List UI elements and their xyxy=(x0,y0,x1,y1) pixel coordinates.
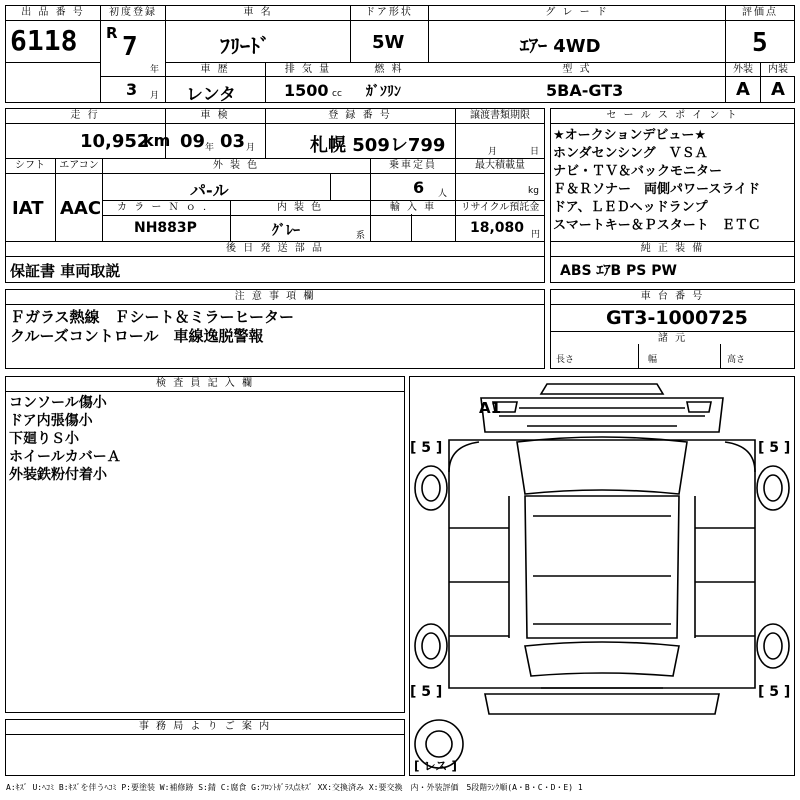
interior-label: 内 装 色 xyxy=(231,201,369,214)
sales-lines xyxy=(553,127,793,235)
tire-fr: [ 5 ] xyxy=(758,440,791,456)
disp-label: 排 気 量 xyxy=(266,63,350,76)
inspect-year-unit: 年 xyxy=(205,143,215,153)
import-label: 輸 入 車 xyxy=(371,201,455,214)
inspect-month-unit: 月 xyxy=(246,143,256,153)
rear-bumper xyxy=(485,694,719,714)
inspector-line: ドア内張傷小 xyxy=(9,413,93,429)
spare-tire-label: [ レス ] xyxy=(414,759,457,773)
int-grade: A xyxy=(771,79,785,100)
ext-color: パ-ル xyxy=(190,181,229,200)
damage-mark: A1 xyxy=(479,399,502,417)
history-label: 車 歴 xyxy=(166,63,264,76)
car-name: ﾌﾘｰﾄﾞ xyxy=(220,34,270,58)
reg-month: 3 xyxy=(126,80,138,99)
tire-rl: [ 5 ] xyxy=(410,684,443,700)
ext-label: 外装 xyxy=(726,63,760,76)
transfer-label: 譲渡書類期限 xyxy=(456,109,544,122)
chassis-number: GT3-1000725 xyxy=(606,307,748,329)
recycle-fee: 18,080 xyxy=(470,220,525,236)
tire-rr: [ 5 ] xyxy=(758,684,791,700)
sales-point-line: ホンダセンシング ＶＳＡ xyxy=(553,146,708,161)
inspector-line: ホイールカバーＡ xyxy=(9,449,121,465)
inspect-year: 09 xyxy=(180,131,206,152)
len-label: 長さ xyxy=(556,355,575,365)
body-outline xyxy=(449,440,755,688)
lot-label: 出 品 番 号 xyxy=(6,6,100,19)
shift: IAT xyxy=(12,198,44,219)
colorno-label: カ ラ ー Ｎ ｏ ． xyxy=(103,201,229,214)
roof xyxy=(525,496,679,638)
windshield xyxy=(517,437,687,494)
score-value: 5 xyxy=(752,28,768,58)
wheel-fl xyxy=(415,466,447,510)
car-diagram xyxy=(409,376,795,776)
notes-lines xyxy=(10,308,540,346)
ext-grade: A xyxy=(736,79,750,100)
sales-point-line: ナビ・ＴＶ＆バックモニター xyxy=(553,164,723,179)
color-no: NH883P xyxy=(134,220,197,236)
sales-point-line: ★オークションデビュー★ xyxy=(553,128,707,143)
inspector-lines xyxy=(9,394,399,484)
history: レンタ xyxy=(186,85,236,105)
wheel-fr xyxy=(757,466,789,510)
int-label: 内装 xyxy=(761,63,795,76)
recycle-label: リサイクル預託金 xyxy=(456,201,544,214)
name-label: 車 名 xyxy=(166,6,350,19)
year-unit: 年 xyxy=(150,65,160,75)
lot-number: 6118 xyxy=(10,24,78,57)
fuel: ｶﾞｿﾘﾝ xyxy=(366,84,401,100)
month-unit: 月 xyxy=(150,91,160,101)
era: R xyxy=(106,24,118,42)
plate: 札幌 509レ799 xyxy=(310,135,446,156)
capacity: 6 xyxy=(413,178,425,197)
sales-point-line: ドア、ＬＥＤヘッドランプ xyxy=(553,200,708,215)
ac: AAC xyxy=(60,198,102,219)
sales-point-line: Ｆ＆Ｒソナー 両側パワースライド xyxy=(553,182,760,197)
load-unit: kg xyxy=(528,186,539,196)
inspector-line: 外装鉄粉付着小 xyxy=(9,467,107,483)
inspector-line: 下廻りＳ小 xyxy=(9,431,79,447)
model: 5BA-GT3 xyxy=(546,81,624,100)
height-label: 高さ xyxy=(727,355,746,365)
model-label: 型 式 xyxy=(429,63,725,76)
plate-label: 登 録 番 号 xyxy=(266,109,454,122)
interior-unit: 系 xyxy=(356,231,366,241)
mileage-unit: km xyxy=(143,131,171,150)
notes-label: 注 意 事 項 欄 xyxy=(6,290,544,303)
capacity-unit: 人 xyxy=(438,189,448,199)
headlight-right xyxy=(687,402,711,412)
transfer-month: 月 xyxy=(488,147,498,157)
score-label: 評価点 xyxy=(726,6,794,19)
load-label: 最大積載量 xyxy=(456,159,544,172)
tire-fl: [ 5 ] xyxy=(410,440,443,456)
capacity-label: 乗車定員 xyxy=(371,159,455,172)
front-bumper xyxy=(541,384,663,394)
ac-label: エアコン xyxy=(56,159,102,172)
genuine-label: 純 正 装 備 xyxy=(551,242,794,255)
mileage: 10,952 xyxy=(80,131,150,152)
reg-year: 7 xyxy=(122,32,138,62)
mileage-label: 走 行 xyxy=(6,109,164,122)
color-label: 外 装 色 xyxy=(103,159,369,172)
later-parts-label: 後 日 発 送 部 品 xyxy=(6,242,544,255)
door-label: ドア形状 xyxy=(351,6,427,19)
genuine-equipment: ABS ｴｱB PS PW xyxy=(560,263,677,279)
width-label: 幅 xyxy=(648,355,658,365)
legend: A:ｷｽﾞ U:ﾍｺﾐ B:ｷｽﾞを伴うﾍｺﾐ P:要塗装 W:補修跡 S:錆 C:腐食 G:ﾌﾛﾝﾄｶﾞﾗｽ点ｷｽﾞ XX:交換済み X:要交換 内・外装評価 5段階ﾗﾝｸ順(A・B・C・D・E) 1 xyxy=(6,783,583,792)
inspector-line: コンソール傷小 xyxy=(9,395,107,411)
spec-label: 諸 元 xyxy=(551,332,794,345)
chassis-label: 車 台 番 号 xyxy=(551,290,794,303)
displacement: 1500 xyxy=(284,81,329,100)
rear-window xyxy=(525,642,679,676)
later-parts: 保証書 車両取説 xyxy=(10,262,121,280)
note-line: クルーズコントロール 車線逸脱警報 xyxy=(10,327,264,345)
wheel-rl xyxy=(415,624,447,668)
grade-label: グ レ ー ド xyxy=(429,6,725,19)
office-label: 事 務 局 よ り ご 案 内 xyxy=(6,720,404,733)
fuel-label: 燃 料 xyxy=(351,63,427,76)
sales-label: セ ー ル ス ポ イ ン ト xyxy=(551,109,794,122)
wheel-rr xyxy=(757,624,789,668)
sales-point-line: スマートキー＆Ｐスタート ＥＴＣ xyxy=(553,218,761,233)
shift-label: シフト xyxy=(6,159,54,172)
door-type: 5W xyxy=(372,32,405,53)
recycle-unit: 円 xyxy=(531,230,541,240)
interior-color: ｸﾞﾚｰ xyxy=(272,223,300,239)
first-reg-label: 初度登録 xyxy=(102,6,164,19)
disp-unit: cc xyxy=(332,89,342,99)
grade: ｴｱｰ 4WD xyxy=(520,36,601,57)
inspect-label: 車 検 xyxy=(166,109,264,122)
note-line: Ｆガラス熱線 Ｆシート＆ミラーヒーター xyxy=(10,308,294,326)
inspector-label: 検 査 員 記 入 欄 xyxy=(6,377,404,390)
inspect-month: 03 xyxy=(220,131,246,152)
transfer-day: 日 xyxy=(530,147,540,157)
